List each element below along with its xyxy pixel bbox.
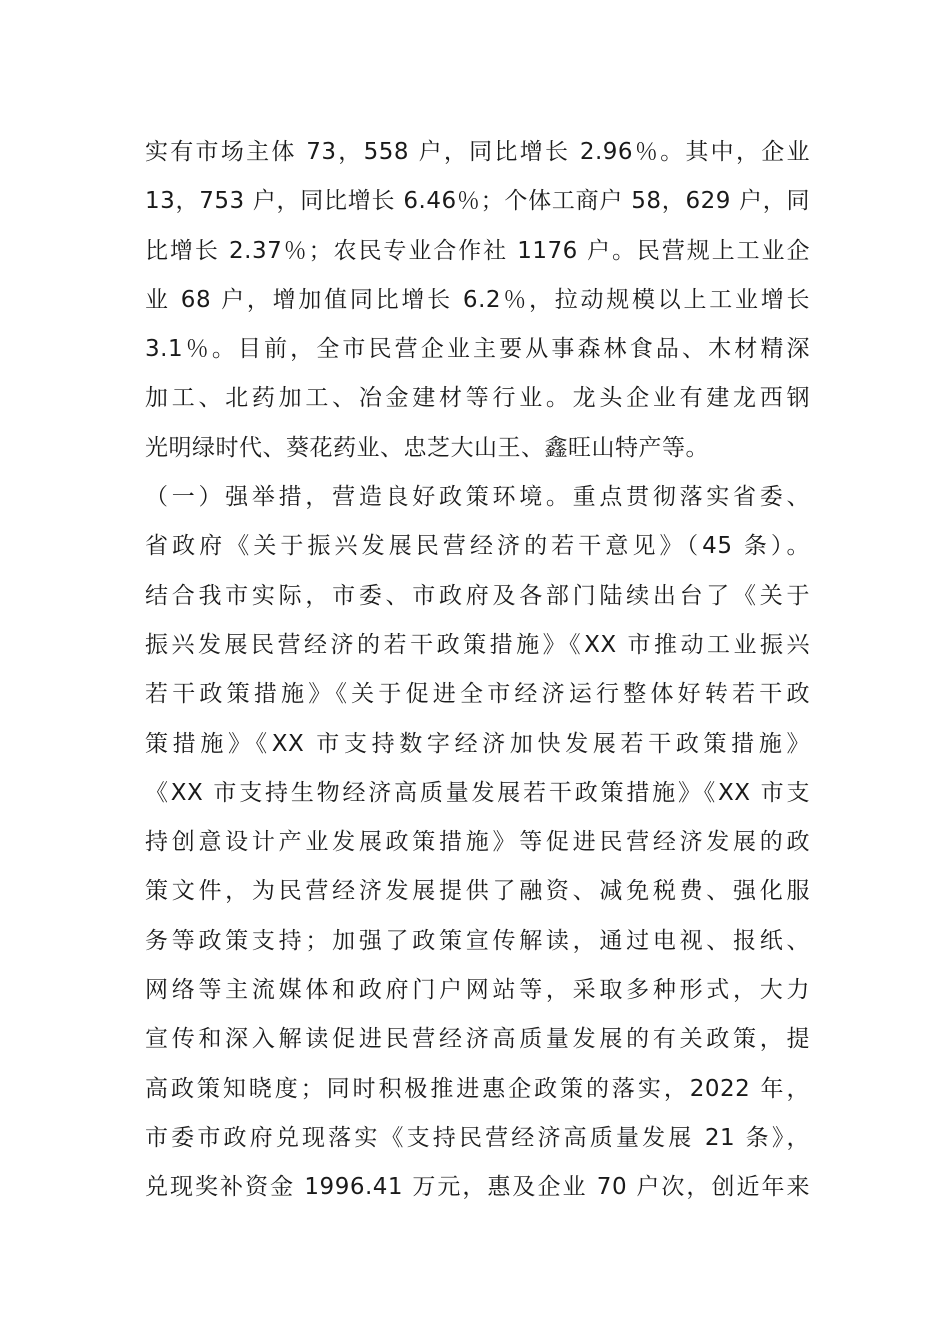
- text-line: 省政府《关于振兴发展民营经济的若干意见》（45 条）。: [145, 533, 810, 560]
- text-line: 网络等主流媒体和政府门户网站等，采取多种形式，大力: [145, 977, 810, 1004]
- text-line: 若干政策措施》《关于促进全市经济运行整体好转若干政: [145, 681, 810, 708]
- body-text: [145, 128, 810, 1213]
- text-line: 结合我市实际，市委、市政府及各部门陆续出台了《关于: [145, 582, 810, 609]
- text-line: 务等政策支持；加强了政策宣传解读，通过电视、报纸、: [145, 927, 810, 954]
- text-line: 兑现奖补资金 1996.41 万元，惠及企业 70 户次，创近年来: [145, 1174, 810, 1201]
- text-line: 振兴发展民营经济的若干政策措施》《XX 市推动工业振兴: [145, 631, 810, 658]
- text-line: 市委市政府兑现落实《支持民营经济高质量发展 21 条》，: [145, 1124, 810, 1151]
- text-line: 比增长 2.37％；农民专业合作社 1176 户。民营规上工业企: [145, 237, 810, 264]
- text-line: 宣传和深入解读促进民营经济高质量发展的有关政策，提: [145, 1026, 810, 1053]
- text-line: 业 68 户，增加值同比增长 6.2％，拉动规模以上工业增长: [145, 286, 810, 313]
- text-line: 13，753 户，同比增长 6.46％；个体工商户 58，629 户，同: [145, 188, 810, 215]
- text-line: 持创意设计产业发展政策措施》等促进民营经济发展的政: [145, 829, 810, 856]
- text-line: 光明绿时代、葵花药业、忠芝大山王、鑫旺山特产等。: [145, 434, 709, 461]
- text-line: 实有市场主体 73，558 户，同比增长 2.96％。其中，企业: [145, 139, 810, 165]
- text-line: 加工、北药加工、冶金建材等行业。龙头企业有建龙西钢: [145, 385, 810, 412]
- text-line: 策文件，为民营经济发展提供了融资、减免税费、强化服: [145, 878, 810, 905]
- text-line: 《XX 市支持生物经济高质量发展若干政策措施》《XX 市支: [145, 779, 810, 806]
- text-line: 策措施》《XX 市支持数字经济加快发展若干政策措施》: [145, 730, 810, 757]
- text-line: 3.1％。目前，全市民营企业主要从事森林食品、木材精深: [145, 336, 810, 363]
- text-line: （一）强举措，营造良好政策环境。重点贯彻落实省委、: [145, 484, 810, 511]
- text-line: 高政策知晓度；同时积极推进惠企政策的落实，2022 年，: [145, 1075, 810, 1102]
